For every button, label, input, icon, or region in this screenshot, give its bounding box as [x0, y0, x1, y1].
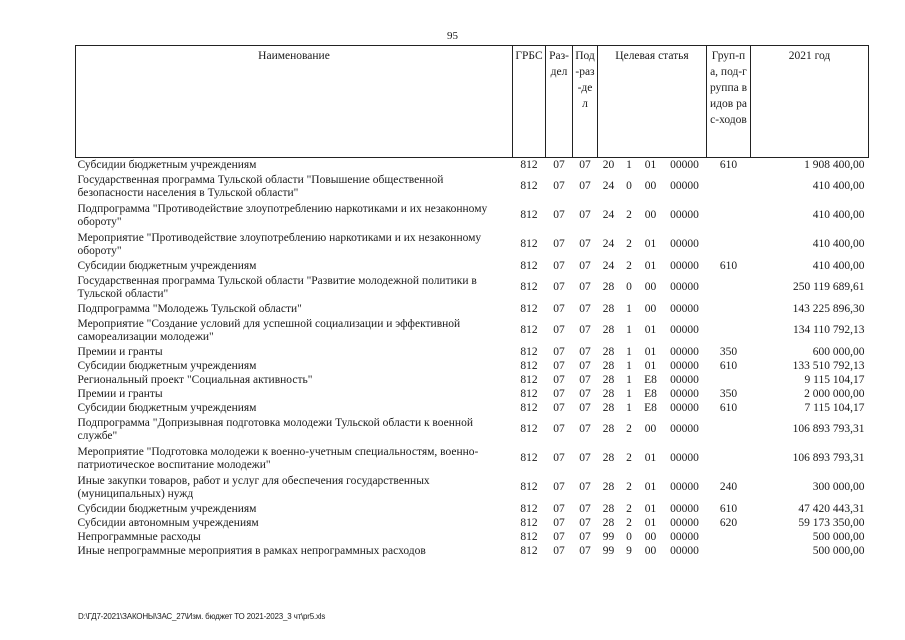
- row-name: Иные непрограммные мероприятия в рамках непрограммных расходов: [77, 544, 426, 557]
- row-razdel: 07: [553, 373, 565, 386]
- row-podrazdel: 07: [579, 238, 591, 250]
- row-expense-group: [707, 530, 751, 544]
- row-target-event: 01: [644, 259, 657, 272]
- header-razdel: Раз-дел: [546, 46, 573, 158]
- row-grbs: 812: [520, 401, 538, 414]
- row-amount: 134 110 792,13: [793, 324, 865, 336]
- row-podrazdel: 07: [579, 302, 591, 315]
- row-razdel: 07: [553, 180, 565, 192]
- row-razdel: 07: [553, 481, 565, 493]
- row-expense-group: [707, 172, 751, 201]
- row-target-subprogram: 2: [626, 238, 632, 250]
- row-name: Субсидии бюджетным учреждениям: [77, 359, 257, 372]
- row-target-direction: 00000: [670, 259, 699, 272]
- row-target-direction: 00000: [670, 158, 699, 171]
- row-grbs: 812: [520, 373, 538, 386]
- row-target-event: 01: [644, 516, 657, 529]
- row-podrazdel: 07: [579, 516, 591, 529]
- row-target-subprogram: 2: [626, 259, 632, 272]
- row-target-event: 01: [644, 238, 657, 250]
- row-target-program: 28: [602, 345, 615, 358]
- row-target-direction: 00000: [670, 544, 699, 557]
- table-row: [76, 502, 869, 516]
- file-path-footer: D:\ГД7-2021\ЗАКОНЫ\ЗАС_27\Изм. бюджет ТО 2021-2023_3 чт\pr5.xls: [78, 612, 326, 621]
- row-target-subprogram: 2: [626, 452, 632, 464]
- row-expense-group: [707, 373, 751, 387]
- table-row: [76, 415, 869, 444]
- row-target-subprogram: 1: [626, 359, 632, 372]
- row-expense-group: [707, 316, 751, 345]
- row-amount: 410 400,00: [812, 180, 865, 192]
- row-target-program: 28: [602, 359, 615, 372]
- row-target-subprogram: 0: [626, 281, 632, 293]
- row-target-event: E8: [644, 373, 657, 386]
- row-target-event: 01: [644, 481, 657, 493]
- table-row: [76, 158, 869, 173]
- row-target-program: 28: [602, 452, 615, 464]
- row-target-program: 28: [602, 516, 615, 529]
- row-razdel: 07: [553, 345, 565, 358]
- row-podrazdel: 07: [579, 373, 591, 386]
- row-podrazdel: 07: [579, 502, 591, 515]
- row-razdel: 07: [553, 544, 565, 557]
- row-podrazdel: 07: [579, 530, 591, 543]
- row-grbs: 812: [520, 324, 538, 336]
- row-amount: 500 000,00: [812, 530, 865, 543]
- row-target-program: 20: [602, 158, 615, 171]
- row-target-event: E8: [644, 387, 657, 400]
- table-row: [76, 387, 869, 401]
- row-razdel: 07: [553, 281, 565, 293]
- table-row: [76, 230, 869, 259]
- row-target-event: 00: [644, 180, 657, 192]
- row-amount: 133 510 792,13: [792, 359, 865, 372]
- row-grbs: 812: [520, 359, 538, 372]
- row-target-subprogram: 1: [626, 373, 632, 386]
- row-podrazdel: 07: [579, 158, 591, 171]
- row-razdel: 07: [553, 452, 565, 464]
- row-target-subprogram: 0: [626, 530, 632, 543]
- row-amount: 106 893 793,31: [792, 423, 865, 435]
- row-name: Премии и гранты: [77, 345, 163, 358]
- row-name: Подпрограмма "Молодежь Тульской области": [77, 302, 302, 315]
- row-grbs: 812: [520, 481, 538, 493]
- row-podrazdel: 07: [579, 401, 591, 414]
- row-target-direction: 00000: [670, 302, 699, 315]
- row-name: Мероприятие "Создание условий для успешной социализации и эффективной самореализации молодежи": [77, 317, 461, 343]
- row-amount: 2 000 000,00: [804, 387, 865, 400]
- row-target-program: 24: [602, 209, 615, 221]
- row-razdel: 07: [553, 359, 565, 372]
- row-expense-group: [707, 544, 751, 558]
- table-row: [76, 473, 869, 502]
- table-row: [76, 544, 869, 558]
- row-target-subprogram: 0: [626, 180, 632, 192]
- row-target-subprogram: 1: [626, 324, 632, 336]
- row-target-program: 28: [602, 401, 615, 414]
- row-name: Субсидии бюджетным учреждениям: [77, 259, 257, 272]
- row-target-program: 99: [602, 544, 615, 557]
- row-podrazdel: 07: [579, 209, 591, 221]
- row-target-program: 28: [602, 387, 615, 400]
- row-razdel: 07: [553, 516, 565, 529]
- table-row: [76, 530, 869, 544]
- row-podrazdel: 07: [579, 387, 591, 400]
- row-name: Субсидии автономным учреждениям: [77, 516, 259, 529]
- header-year: 2021 год: [751, 46, 869, 158]
- row-target-event: 01: [644, 324, 657, 336]
- row-razdel: 07: [553, 238, 565, 250]
- row-grbs: 812: [520, 423, 538, 435]
- row-target-direction: 00000: [670, 373, 699, 386]
- row-razdel: 07: [553, 502, 565, 515]
- row-podrazdel: 07: [579, 359, 591, 372]
- row-target-direction: 00000: [670, 481, 699, 493]
- row-target-program: 24: [602, 180, 615, 192]
- row-razdel: 07: [553, 302, 565, 315]
- row-amount: 59 173 350,00: [798, 516, 865, 529]
- row-expense-group: 610: [719, 259, 738, 272]
- row-target-program: 24: [602, 238, 615, 250]
- row-name: Государственная программа Тульской области "Развитие молодежной политики в Тульской области": [77, 274, 477, 300]
- row-grbs: 812: [520, 345, 538, 358]
- row-target-direction: 00000: [670, 516, 699, 529]
- row-target-program: 28: [602, 502, 615, 515]
- row-razdel: 07: [553, 530, 565, 543]
- table-header: [76, 46, 869, 158]
- row-expense-group: 610: [719, 158, 738, 171]
- row-expense-group: 610: [719, 359, 738, 372]
- row-target-subprogram: 1: [626, 345, 632, 358]
- row-name: Субсидии бюджетным учреждениям: [77, 158, 257, 171]
- row-target-subprogram: 1: [626, 302, 632, 315]
- row-name: Мероприятие "Противодействие злоупотреблению наркотиками и их незаконному обороту": [77, 231, 482, 257]
- row-amount: 47 420 443,31: [798, 502, 865, 515]
- row-grbs: 812: [520, 180, 538, 192]
- row-name: Подпрограмма "Допризывная подготовка молодежи Тульской области к военной службе": [77, 416, 473, 442]
- row-target-event: 01: [644, 359, 657, 372]
- row-target-subprogram: 1: [626, 401, 632, 414]
- table-row: [76, 373, 869, 387]
- row-grbs: 812: [520, 209, 538, 221]
- budget-table: [75, 45, 869, 558]
- row-target-direction: 00000: [670, 345, 699, 358]
- row-target-event: 01: [644, 452, 657, 464]
- row-expense-group: 350: [719, 387, 738, 400]
- row-podrazdel: 07: [579, 180, 591, 192]
- row-amount: 106 893 793,31: [792, 452, 865, 464]
- row-expense-group: [707, 273, 751, 302]
- row-target-event: E8: [644, 401, 657, 414]
- row-name: Субсидии бюджетным учреждениям: [77, 401, 257, 414]
- row-razdel: 07: [553, 158, 565, 171]
- header-grbs: ГРБС: [513, 46, 546, 158]
- row-grbs: 812: [520, 158, 538, 171]
- row-amount: 410 400,00: [812, 259, 865, 272]
- row-amount: 300 000,00: [812, 481, 865, 493]
- row-target-subprogram: 2: [626, 502, 632, 515]
- row-target-event: 00: [644, 302, 657, 315]
- row-name: Государственная программа Тульской области "Повышение общественной безопасности населения в Тульской области": [77, 173, 444, 199]
- row-target-direction: 00000: [670, 209, 699, 221]
- header-target: Целевая статья: [598, 46, 707, 158]
- row-expense-group: [707, 444, 751, 473]
- row-expense-group: [707, 201, 751, 230]
- row-target-direction: 00000: [670, 423, 699, 435]
- row-grbs: 812: [520, 238, 538, 250]
- row-target-subprogram: 2: [626, 209, 632, 221]
- row-target-program: 24: [602, 259, 615, 272]
- row-target-direction: 00000: [670, 324, 699, 336]
- row-razdel: 07: [553, 259, 565, 272]
- row-amount: 600 000,00: [812, 345, 865, 358]
- row-target-direction: 00000: [670, 401, 699, 414]
- row-target-direction: 00000: [670, 452, 699, 464]
- row-grbs: 812: [520, 452, 538, 464]
- row-target-program: 28: [602, 324, 615, 336]
- row-target-program: 28: [602, 373, 615, 386]
- row-name: Премии и гранты: [77, 387, 163, 400]
- row-podrazdel: 07: [579, 259, 591, 272]
- row-expense-group: 610: [719, 401, 738, 414]
- budget-table-container: [75, 45, 868, 558]
- header-group: Груп-па, под-группа видов рас-ходов: [707, 46, 751, 158]
- table-row: [76, 172, 869, 201]
- row-amount: 9 115 104,17: [804, 373, 865, 386]
- row-grbs: 812: [520, 302, 538, 315]
- row-name: Мероприятие "Подготовка молодежи к военно-учетным специальностям, военно-патриотическое воспитание молодежи": [77, 445, 479, 471]
- row-expense-group: 610: [719, 502, 738, 515]
- row-amount: 7 115 104,17: [804, 401, 865, 414]
- row-grbs: 812: [520, 516, 538, 529]
- row-target-event: 01: [644, 158, 657, 171]
- row-podrazdel: 07: [579, 345, 591, 358]
- row-target-event: 00: [644, 423, 657, 435]
- row-grbs: 812: [520, 387, 538, 400]
- row-expense-group: [707, 415, 751, 444]
- row-name: Подпрограмма "Противодействие злоупотреблению наркотиками и их незаконному обороту": [77, 202, 488, 228]
- row-target-direction: 00000: [670, 238, 699, 250]
- row-name: Иные закупки товаров, работ и услуг для обеспечения государственных (муниципальных) нужд: [77, 474, 430, 500]
- row-target-program: 28: [602, 281, 615, 293]
- table-row: [76, 444, 869, 473]
- row-razdel: 07: [553, 401, 565, 414]
- table-row: [76, 201, 869, 230]
- row-podrazdel: 07: [579, 324, 591, 336]
- row-expense-group: [707, 302, 751, 316]
- table-row: [76, 273, 869, 302]
- row-target-program: 28: [602, 423, 615, 435]
- row-podrazdel: 07: [579, 281, 591, 293]
- row-target-direction: 00000: [670, 180, 699, 192]
- row-podrazdel: 07: [579, 481, 591, 493]
- row-razdel: 07: [553, 209, 565, 221]
- header-name: Наименование: [76, 46, 513, 158]
- row-grbs: 812: [520, 530, 538, 543]
- row-target-subprogram: 1: [626, 387, 632, 400]
- row-target-subprogram: 2: [626, 423, 632, 435]
- table-row: [76, 259, 869, 273]
- row-target-subprogram: 2: [626, 481, 632, 493]
- table-row: [76, 516, 869, 530]
- row-target-direction: 00000: [670, 387, 699, 400]
- row-razdel: 07: [553, 387, 565, 400]
- row-target-subprogram: 1: [626, 158, 632, 171]
- row-target-event: 01: [644, 502, 657, 515]
- table-row: [76, 316, 869, 345]
- row-target-direction: 00000: [670, 359, 699, 372]
- table-row: [76, 401, 869, 415]
- table-row: [76, 345, 869, 359]
- row-target-direction: 00000: [670, 530, 699, 543]
- table-body: [76, 158, 869, 559]
- row-grbs: 812: [520, 544, 538, 557]
- row-expense-group: 350: [719, 345, 738, 358]
- row-target-event: 00: [644, 281, 657, 293]
- row-amount: 1 908 400,00: [804, 158, 865, 171]
- row-podrazdel: 07: [579, 423, 591, 435]
- row-amount: 250 119 689,61: [793, 281, 865, 293]
- table-row: [76, 359, 869, 373]
- row-target-event: 00: [644, 544, 657, 557]
- row-target-subprogram: 9: [626, 544, 632, 557]
- row-podrazdel: 07: [579, 544, 591, 557]
- row-amount: 410 400,00: [812, 209, 865, 221]
- header-podrazdel: Под-раз-дел: [573, 46, 598, 158]
- row-razdel: 07: [553, 423, 565, 435]
- row-expense-group: [707, 230, 751, 259]
- table-row: [76, 302, 869, 316]
- row-amount: 143 225 896,30: [792, 302, 865, 315]
- row-target-event: 01: [644, 345, 657, 358]
- row-name: Субсидии бюджетным учреждениям: [77, 502, 257, 515]
- row-amount: 410 400,00: [812, 238, 865, 250]
- row-name: Непрограммные расходы: [77, 530, 201, 543]
- row-grbs: 812: [520, 259, 538, 272]
- row-target-subprogram: 2: [626, 516, 632, 529]
- row-target-event: 00: [644, 209, 657, 221]
- row-target-direction: 00000: [670, 502, 699, 515]
- row-target-program: 99: [602, 530, 615, 543]
- row-target-program: 28: [602, 302, 615, 315]
- row-expense-group: 620: [719, 516, 738, 529]
- page-number: 95: [447, 30, 458, 42]
- row-grbs: 812: [520, 502, 538, 515]
- row-podrazdel: 07: [579, 452, 591, 464]
- row-target-direction: 00000: [670, 281, 699, 293]
- row-razdel: 07: [553, 324, 565, 336]
- row-name: Региональный проект "Социальная активность": [77, 373, 313, 386]
- row-grbs: 812: [520, 281, 538, 293]
- row-amount: 500 000,00: [812, 544, 865, 557]
- row-target-event: 00: [644, 530, 657, 543]
- row-target-program: 28: [602, 481, 615, 493]
- row-expense-group: 240: [719, 481, 738, 493]
